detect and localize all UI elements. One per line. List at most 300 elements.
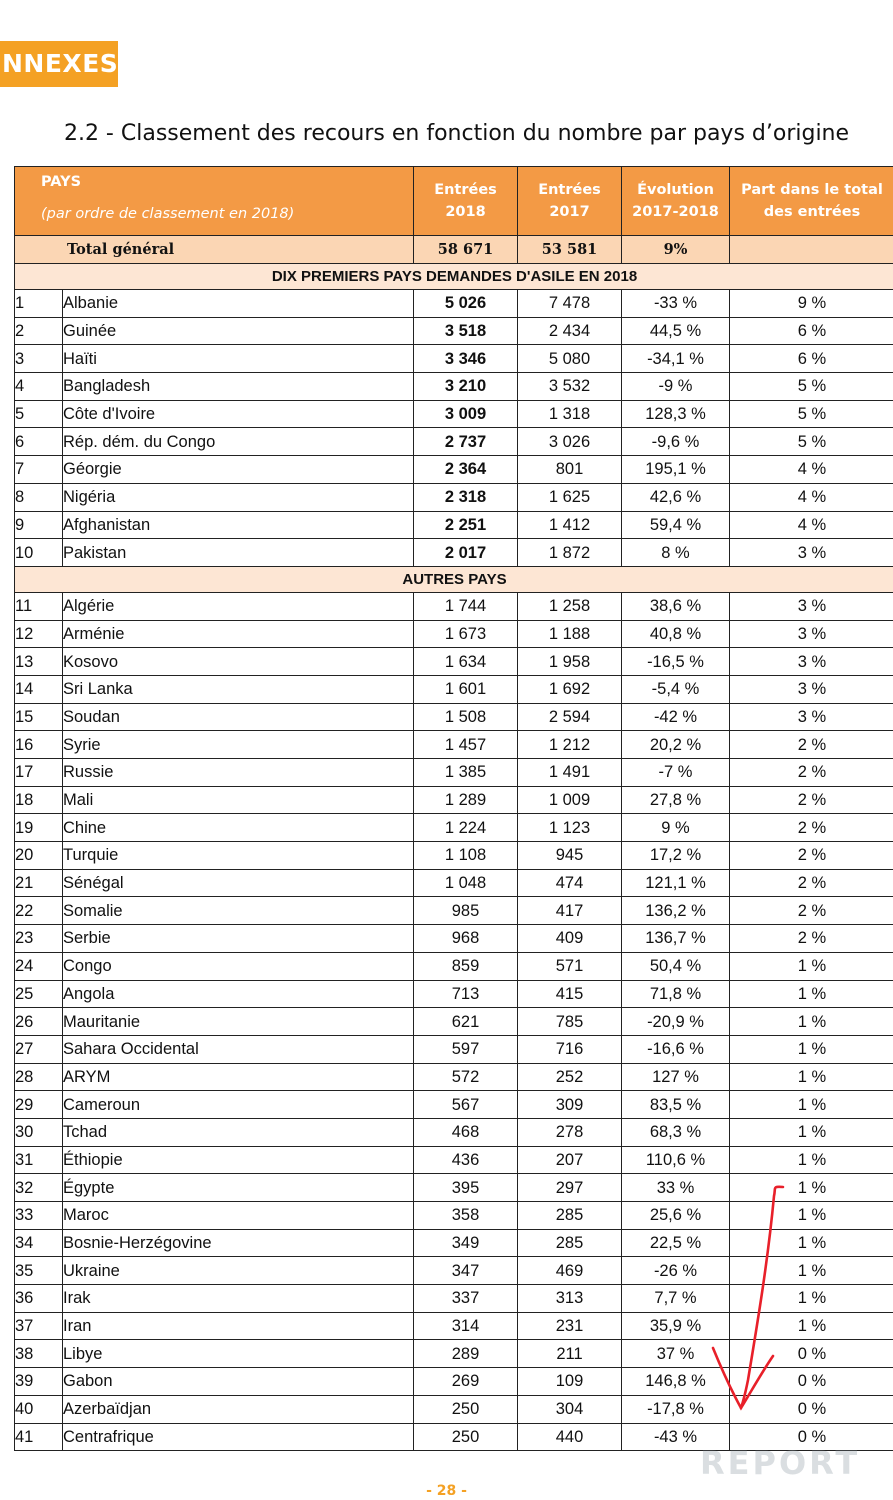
country-cell: Rép. dém. du Congo (63, 428, 414, 456)
page-title: 2.2 - Classement des recours en fonction du nombre par pays d’origine (63, 121, 850, 146)
country-cell: Pakistan (63, 539, 414, 567)
rank-cell: 21 (15, 869, 63, 897)
table-row (15, 345, 893, 373)
part-cell: 1 % (730, 1312, 893, 1340)
rank-cell: 30 (15, 1118, 63, 1146)
rank-cell: 38 (15, 1340, 63, 1368)
evolution-cell: 71,8 % (622, 980, 730, 1008)
table-row (15, 1340, 893, 1368)
rank-cell: 1 (15, 290, 63, 318)
country-cell: Congo (63, 952, 414, 980)
part-cell: 1 % (730, 1146, 893, 1174)
evolution-cell: 8 % (622, 539, 730, 567)
country-cell: Iran (63, 1312, 414, 1340)
evolution-cell: 40,8 % (622, 620, 730, 648)
rank-cell: 7 (15, 456, 63, 484)
entrees-2017-cell: 417 (518, 897, 622, 925)
table-row (15, 703, 893, 731)
rank-cell: 32 (15, 1174, 63, 1202)
entrees-2018-cell: 436 (414, 1146, 518, 1174)
entrees-2017-cell: 801 (518, 456, 622, 484)
rank-cell: 8 (15, 483, 63, 511)
watermark: REPORT (700, 1444, 861, 1482)
entrees-2017-cell: 785 (518, 1008, 622, 1036)
rank-cell: 20 (15, 842, 63, 870)
evolution-cell: 44,5 % (622, 317, 730, 345)
entrees-2018-cell: 1 224 (414, 814, 518, 842)
section-top-ten-label: DIX PREMIERS PAYS DEMANDES D'ASILE EN 2018 (15, 264, 893, 290)
rank-cell: 36 (15, 1285, 63, 1313)
evolution-cell: 136,2 % (622, 897, 730, 925)
total-row (15, 236, 893, 264)
part-cell: 4 % (730, 483, 893, 511)
evolution-cell: -42 % (622, 703, 730, 731)
entrees-2017-cell: 252 (518, 1063, 622, 1091)
entrees-2017-cell: 304 (518, 1395, 622, 1423)
entrees-2018-cell: 968 (414, 925, 518, 953)
section-other-countries (15, 566, 893, 592)
entrees-2018-cell: 395 (414, 1174, 518, 1202)
entrees-2018-cell: 597 (414, 1035, 518, 1063)
part-cell: 0 % (730, 1395, 893, 1423)
entrees-2017-cell: 309 (518, 1091, 622, 1119)
rank-cell: 3 (15, 345, 63, 373)
part-cell: 1 % (730, 980, 893, 1008)
entrees-2018-cell: 621 (414, 1008, 518, 1036)
evolution-cell: 7,7 % (622, 1285, 730, 1313)
country-cell: Syrie (63, 731, 414, 759)
entrees-2017-cell: 297 (518, 1174, 622, 1202)
evolution-cell: -9 % (622, 373, 730, 401)
rank-cell: 25 (15, 980, 63, 1008)
annexes-tab: NNEXES (0, 41, 118, 87)
entrees-2018-cell: 1 385 (414, 759, 518, 787)
evolution-cell: -16,6 % (622, 1035, 730, 1063)
entrees-2018-cell: 1 634 (414, 648, 518, 676)
table-row (15, 456, 893, 484)
rank-cell: 41 (15, 1423, 63, 1451)
country-cell: Sénégal (63, 869, 414, 897)
part-cell: 1 % (730, 1174, 893, 1202)
entrees-2017-cell: 415 (518, 980, 622, 1008)
part-cell: 1 % (730, 1118, 893, 1146)
table-row (15, 925, 893, 953)
rank-cell: 18 (15, 786, 63, 814)
entrees-2017-cell: 409 (518, 925, 622, 953)
part-cell: 0 % (730, 1423, 893, 1451)
country-cell: Libye (63, 1340, 414, 1368)
part-cell: 3 % (730, 648, 893, 676)
total-entrees-2017: 53 581 (518, 236, 622, 264)
evolution-cell: -26 % (622, 1257, 730, 1285)
table-row (15, 786, 893, 814)
part-cell: 0 % (730, 1340, 893, 1368)
country-cell: Tchad (63, 1118, 414, 1146)
country-cell: Russie (63, 759, 414, 787)
part-cell: 2 % (730, 897, 893, 925)
entrees-2017-cell: 945 (518, 842, 622, 870)
evolution-cell: 9 % (622, 814, 730, 842)
table-row (15, 290, 893, 318)
rank-cell: 34 (15, 1229, 63, 1257)
country-cell: Albanie (63, 290, 414, 318)
rank-cell: 35 (15, 1257, 63, 1285)
country-cell: Angola (63, 980, 414, 1008)
evolution-cell: 195,1 % (622, 456, 730, 484)
country-cell: Bangladesh (63, 373, 414, 401)
country-cell: Maroc (63, 1202, 414, 1230)
part-cell: 6 % (730, 345, 893, 373)
rank-cell: 4 (15, 373, 63, 401)
entrees-2017-cell: 3 532 (518, 373, 622, 401)
table-row (15, 1146, 893, 1174)
entrees-2018-cell: 1 744 (414, 592, 518, 620)
part-cell: 2 % (730, 786, 893, 814)
entrees-2018-cell: 289 (414, 1340, 518, 1368)
table-row (15, 317, 893, 345)
entrees-2018-cell: 250 (414, 1423, 518, 1451)
table-row (15, 1202, 893, 1230)
part-cell: 1 % (730, 1063, 893, 1091)
country-cell: Mauritanie (63, 1008, 414, 1036)
rank-cell: 15 (15, 703, 63, 731)
entrees-2017-cell: 7 478 (518, 290, 622, 318)
table-row (15, 1395, 893, 1423)
rank-cell: 13 (15, 648, 63, 676)
table-row (15, 620, 893, 648)
evolution-cell: 110,6 % (622, 1146, 730, 1174)
table-header (15, 167, 893, 236)
entrees-2017-cell: 3 026 (518, 428, 622, 456)
country-cell: Gabon (63, 1368, 414, 1396)
entrees-2017-cell: 211 (518, 1340, 622, 1368)
evolution-cell: 128,3 % (622, 400, 730, 428)
part-cell: 0 % (730, 1368, 893, 1396)
evolution-cell: 38,6 % (622, 592, 730, 620)
part-cell: 9 % (730, 290, 893, 318)
table-row (15, 1229, 893, 1257)
table-row (15, 675, 893, 703)
entrees-2018-cell: 1 289 (414, 786, 518, 814)
part-cell: 1 % (730, 1202, 893, 1230)
rank-cell: 29 (15, 1091, 63, 1119)
country-cell: Somalie (63, 897, 414, 925)
part-cell: 3 % (730, 703, 893, 731)
table-row (15, 1285, 893, 1313)
table-row (15, 897, 893, 925)
evolution-cell: -20,9 % (622, 1008, 730, 1036)
evolution-cell: 27,8 % (622, 786, 730, 814)
col-part-header: Part dans le total des entrées (730, 167, 893, 236)
evolution-cell: -9,6 % (622, 428, 730, 456)
country-cell: ARYM (63, 1063, 414, 1091)
entrees-2017-cell: 440 (518, 1423, 622, 1451)
entrees-2018-cell: 349 (414, 1229, 518, 1257)
table-row (15, 1368, 893, 1396)
entrees-2018-cell: 3 346 (414, 345, 518, 373)
entrees-2018-cell: 2 737 (414, 428, 518, 456)
col-evolution-header: Évolution 2017-2018 (622, 167, 730, 236)
col-entrees-2018-header: Entrées 2018 (414, 167, 518, 236)
evolution-cell: -7 % (622, 759, 730, 787)
entrees-2018-cell: 985 (414, 897, 518, 925)
country-cell: Égypte (63, 1174, 414, 1202)
country-cell: Mali (63, 786, 414, 814)
country-cell: Éthiopie (63, 1146, 414, 1174)
entrees-2017-cell: 716 (518, 1035, 622, 1063)
table-row (15, 1118, 893, 1146)
section-top-ten (15, 264, 893, 290)
rank-cell: 40 (15, 1395, 63, 1423)
entrees-2017-cell: 1 692 (518, 675, 622, 703)
entrees-2017-cell: 1 872 (518, 539, 622, 567)
part-cell: 1 % (730, 1008, 893, 1036)
table-row (15, 842, 893, 870)
country-cell: Haïti (63, 345, 414, 373)
country-cell: Côte d'Ivoire (63, 400, 414, 428)
entrees-2018-cell: 1 673 (414, 620, 518, 648)
evolution-cell: -43 % (622, 1423, 730, 1451)
entrees-2018-cell: 2 251 (414, 511, 518, 539)
col-entrees-2017-header: Entrées 2017 (518, 167, 622, 236)
table-row (15, 869, 893, 897)
entrees-2018-cell: 859 (414, 952, 518, 980)
rank-cell: 10 (15, 539, 63, 567)
country-cell: Sri Lanka (63, 675, 414, 703)
country-cell: Azerbaïdjan (63, 1395, 414, 1423)
page-number: - 28 - (426, 1483, 467, 1499)
table-row (15, 731, 893, 759)
entrees-2017-cell: 109 (518, 1368, 622, 1396)
rank-cell: 6 (15, 428, 63, 456)
table-row (15, 1063, 893, 1091)
entrees-2018-cell: 314 (414, 1312, 518, 1340)
evolution-cell: -33 % (622, 290, 730, 318)
rank-cell: 22 (15, 897, 63, 925)
table-row (15, 373, 893, 401)
entrees-2018-cell: 3 009 (414, 400, 518, 428)
rank-cell: 9 (15, 511, 63, 539)
rank-cell: 23 (15, 925, 63, 953)
part-cell: 2 % (730, 759, 893, 787)
entrees-2018-cell: 713 (414, 980, 518, 1008)
part-cell: 4 % (730, 511, 893, 539)
table-row (15, 1174, 893, 1202)
country-cell: Cameroun (63, 1091, 414, 1119)
part-cell: 1 % (730, 952, 893, 980)
entrees-2018-cell: 468 (414, 1118, 518, 1146)
part-cell: 1 % (730, 1257, 893, 1285)
evolution-cell: -5,4 % (622, 675, 730, 703)
rank-cell: 12 (15, 620, 63, 648)
table-row (15, 952, 893, 980)
table-row (15, 483, 893, 511)
table-row (15, 980, 893, 1008)
part-cell: 2 % (730, 731, 893, 759)
rank-cell: 37 (15, 1312, 63, 1340)
entrees-2018-cell: 1 457 (414, 731, 518, 759)
rank-cell: 28 (15, 1063, 63, 1091)
entrees-2018-cell: 347 (414, 1257, 518, 1285)
rank-cell: 27 (15, 1035, 63, 1063)
entrees-2017-cell: 207 (518, 1146, 622, 1174)
entrees-2018-cell: 572 (414, 1063, 518, 1091)
entrees-2017-cell: 571 (518, 952, 622, 980)
evolution-cell: 146,8 % (622, 1368, 730, 1396)
table-row (15, 428, 893, 456)
part-cell: 3 % (730, 592, 893, 620)
part-cell: 1 % (730, 1035, 893, 1063)
rank-cell: 17 (15, 759, 63, 787)
entrees-2018-cell: 358 (414, 1202, 518, 1230)
part-cell: 3 % (730, 539, 893, 567)
part-cell: 2 % (730, 842, 893, 870)
entrees-2017-cell: 1 318 (518, 400, 622, 428)
table-row (15, 759, 893, 787)
rank-cell: 16 (15, 731, 63, 759)
entrees-2017-cell: 1 123 (518, 814, 622, 842)
evolution-cell: 121,1 % (622, 869, 730, 897)
entrees-2018-cell: 2 318 (414, 483, 518, 511)
country-cell: Ukraine (63, 1257, 414, 1285)
country-cell: Sahara Occidental (63, 1035, 414, 1063)
table-row (15, 1035, 893, 1063)
rank-cell: 5 (15, 400, 63, 428)
rank-cell: 26 (15, 1008, 63, 1036)
table-row (15, 1312, 893, 1340)
evolution-cell: 42,6 % (622, 483, 730, 511)
evolution-cell: 136,7 % (622, 925, 730, 953)
country-cell: Turquie (63, 842, 414, 870)
entrees-2017-cell: 285 (518, 1202, 622, 1230)
part-cell: 3 % (730, 620, 893, 648)
evolution-cell: 59,4 % (622, 511, 730, 539)
entrees-2017-cell: 5 080 (518, 345, 622, 373)
asylum-appeals-table (14, 166, 893, 1451)
evolution-cell: -17,8 % (622, 1395, 730, 1423)
rank-cell: 2 (15, 317, 63, 345)
rank-cell: 39 (15, 1368, 63, 1396)
table-row (15, 648, 893, 676)
part-cell: 5 % (730, 373, 893, 401)
country-cell: Centrafrique (63, 1423, 414, 1451)
col-pays-header: PAYS (par ordre de classement en 2018) (15, 167, 414, 236)
rank-cell: 11 (15, 592, 63, 620)
country-cell: Bosnie-Herzégovine (63, 1229, 414, 1257)
entrees-2017-cell: 474 (518, 869, 622, 897)
evolution-cell: 68,3 % (622, 1118, 730, 1146)
table-row (15, 814, 893, 842)
evolution-cell: 20,2 % (622, 731, 730, 759)
entrees-2018-cell: 3 518 (414, 317, 518, 345)
total-evolution: 9% (622, 236, 730, 264)
entrees-2017-cell: 1 258 (518, 592, 622, 620)
evolution-cell: 37 % (622, 1340, 730, 1368)
part-cell: 1 % (730, 1229, 893, 1257)
entrees-2018-cell: 3 210 (414, 373, 518, 401)
country-cell: Soudan (63, 703, 414, 731)
section-other-countries-label: AUTRES PAYS (15, 566, 893, 592)
evolution-cell: 33 % (622, 1174, 730, 1202)
table-row (15, 1257, 893, 1285)
rank-cell: 33 (15, 1202, 63, 1230)
entrees-2017-cell: 1 009 (518, 786, 622, 814)
total-part (730, 236, 893, 264)
entrees-2018-cell: 567 (414, 1091, 518, 1119)
total-label: Total général (15, 236, 414, 264)
part-cell: 4 % (730, 456, 893, 484)
evolution-cell: 17,2 % (622, 842, 730, 870)
rank-cell: 24 (15, 952, 63, 980)
total-entrees-2018: 58 671 (414, 236, 518, 264)
entrees-2018-cell: 269 (414, 1368, 518, 1396)
entrees-2017-cell: 1 625 (518, 483, 622, 511)
evolution-cell: 127 % (622, 1063, 730, 1091)
entrees-2017-cell: 313 (518, 1285, 622, 1313)
entrees-2017-cell: 285 (518, 1229, 622, 1257)
evolution-cell: 22,5 % (622, 1229, 730, 1257)
table-row (15, 1008, 893, 1036)
entrees-2017-cell: 1 188 (518, 620, 622, 648)
evolution-cell: -16,5 % (622, 648, 730, 676)
part-cell: 2 % (730, 925, 893, 953)
entrees-2018-cell: 1 108 (414, 842, 518, 870)
entrees-2017-cell: 1 412 (518, 511, 622, 539)
entrees-2018-cell: 337 (414, 1285, 518, 1313)
country-cell: Chine (63, 814, 414, 842)
entrees-2018-cell: 1 601 (414, 675, 518, 703)
part-cell: 1 % (730, 1285, 893, 1313)
entrees-2017-cell: 2 594 (518, 703, 622, 731)
table-row (15, 592, 893, 620)
part-cell: 5 % (730, 428, 893, 456)
evolution-cell: -34,1 % (622, 345, 730, 373)
table-row (15, 539, 893, 567)
table-row (15, 400, 893, 428)
entrees-2018-cell: 2 364 (414, 456, 518, 484)
table-row (15, 1091, 893, 1119)
entrees-2017-cell: 469 (518, 1257, 622, 1285)
part-cell: 6 % (730, 317, 893, 345)
part-cell: 5 % (730, 400, 893, 428)
entrees-2017-cell: 231 (518, 1312, 622, 1340)
entrees-2017-cell: 2 434 (518, 317, 622, 345)
country-cell: Géorgie (63, 456, 414, 484)
part-cell: 1 % (730, 1091, 893, 1119)
entrees-2018-cell: 250 (414, 1395, 518, 1423)
entrees-2017-cell: 1 958 (518, 648, 622, 676)
country-cell: Algérie (63, 592, 414, 620)
entrees-2017-cell: 278 (518, 1118, 622, 1146)
country-cell: Guinée (63, 317, 414, 345)
country-cell: Serbie (63, 925, 414, 953)
entrees-2018-cell: 1 048 (414, 869, 518, 897)
country-cell: Irak (63, 1285, 414, 1313)
rank-cell: 31 (15, 1146, 63, 1174)
part-cell: 2 % (730, 869, 893, 897)
entrees-2018-cell: 1 508 (414, 703, 518, 731)
part-cell: 3 % (730, 675, 893, 703)
entrees-2018-cell: 5 026 (414, 290, 518, 318)
rank-cell: 14 (15, 675, 63, 703)
evolution-cell: 35,9 % (622, 1312, 730, 1340)
entrees-2017-cell: 1 491 (518, 759, 622, 787)
country-cell: Nigéria (63, 483, 414, 511)
rank-cell: 19 (15, 814, 63, 842)
part-cell: 2 % (730, 814, 893, 842)
evolution-cell: 83,5 % (622, 1091, 730, 1119)
entrees-2017-cell: 1 212 (518, 731, 622, 759)
